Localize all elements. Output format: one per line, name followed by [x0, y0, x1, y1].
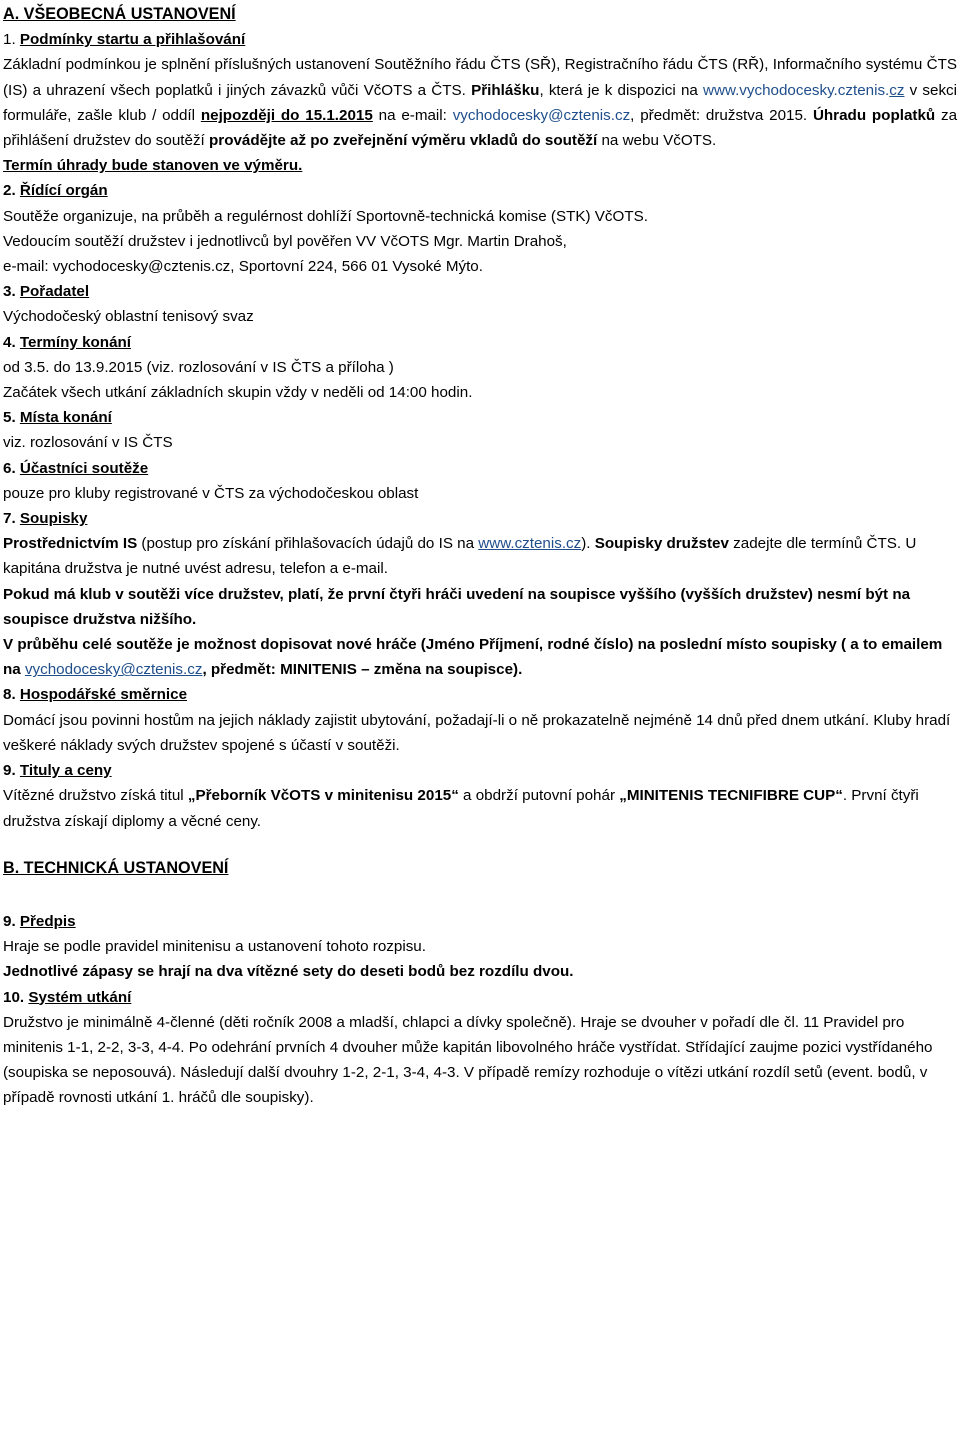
article-1-text: za přihlášení družstev do soutěží: [3, 106, 958, 150]
rosters-label: Soupisky družstev: [594, 535, 729, 553]
payment-term: [3, 153, 957, 178]
article-2-line: Soutěže organizuje, na průběh a regulérnost dohlíží Sportovně-technická komise (STK) VčOTS.: [3, 207, 648, 225]
article-8-body: Domácí jsou povinni hostům na jejich náklady zajistit ubytování, požadají-li o ně prokazatelně nejméně 14 dnů před dnem utkání. Kluby hradí veškeré náklady svých družstev spojené s účastí v soutěži.: [3, 711, 951, 754]
roster-additions-text: V průběhu celé soutěže je možnost dopisovat nové hráče (Jméno Příjmení, rodné číslo) na poslední místo soupisky ( a to emailem na: [3, 636, 943, 679]
article-9-rules-number: 9.: [3, 912, 20, 930]
article-5-title: Místa konání: [19, 409, 112, 427]
website-link[interactable]: www.vychodocesky.cztenis.cz: [703, 81, 905, 99]
article-7-text: ).: [581, 535, 595, 553]
article-8-number: 8.: [3, 686, 20, 704]
article-7-text: (postup pro získání přihlašovacích údajů do IS na: [137, 535, 479, 553]
article-9-titles-heading: [3, 758, 957, 783]
article-5-heading: [3, 405, 957, 430]
article-1-text: , která je k dispozici na: [539, 81, 704, 99]
section-b-heading: [3, 856, 957, 881]
article-1-text: v sekci formuláře, zašle klub / oddíl: [3, 81, 958, 124]
roster-additions: [3, 632, 957, 682]
article-7-title: Soupisky: [19, 510, 88, 528]
section-a-heading: [3, 2, 957, 27]
article-9-titles-number: 9.: [3, 762, 20, 780]
article-1-text: , předmět: družstva 2015.: [630, 106, 813, 124]
article-1-heading: [3, 27, 957, 52]
article-4-title: Termíny konání: [19, 333, 132, 351]
article-2-line: Vedoucím soutěží družstev i jednotlivců byl pověřen VV VčOTS Mgr. Martin Drahoš,: [3, 232, 567, 250]
article-6-line: pouze pro kluby registrované v ČTS za východočeskou oblast: [3, 484, 419, 502]
roster-email-link[interactable]: vychodocesky@cztenis.cz: [24, 661, 203, 679]
payment-label: Úhradu poplatků: [812, 106, 936, 124]
article-1-text: Základní podmínkou je splnění příslušných ustanovení Soutěžního řádu ČTS (SŘ), Registračního řádu ČTS (RŘ), Informačního systému ČTS (IS) a uhrazení všech poplatků i jiných závazků vůči VčOTS a ČTS.: [3, 56, 957, 99]
article-3-number: 3.: [3, 283, 20, 301]
article-2-line: e-mail: vychodocesky@cztenis.cz, Sportovní 224, 566 01 Vysoké Mýto.: [3, 258, 483, 276]
article-9-rules-title: Předpis: [19, 912, 76, 930]
article-8-heading: [3, 682, 957, 707]
article-9-rules-line: Hraje se podle pravidel minitenisu a ustanovení tohoto rozpisu.: [3, 938, 426, 956]
article-6-title: Účastníci soutěže: [19, 459, 149, 477]
champion-title: „Přeborník VčOTS v minitenisu 2015“: [187, 787, 459, 805]
titles-text: a obdrží putovní pohár: [458, 787, 620, 805]
article-1-body: [3, 52, 957, 153]
titles-text: . První čtyři družstva získají diplomy a věcné ceny.: [3, 787, 919, 830]
article-1-text: na e-mail:: [372, 106, 453, 124]
section-a-title: A. VŠEOBECNÁ USTANOVENÍ: [3, 5, 236, 23]
email-link[interactable]: vychodocesky@cztenis.cz: [452, 106, 631, 124]
article-4-heading: [3, 330, 957, 355]
application-label: Přihlášku: [471, 81, 540, 99]
titles-text: Vítězné družstvo získá titul: [3, 787, 188, 805]
roster-rule: Pokud má klub v soutěži více družstev, platí, že první čtyři hráči uvedení na soupisce vyššího (vyšších družstev) nesmí být na soupisce družstva nižšího.: [3, 585, 911, 628]
article-10-body: Družstvo je minimálně 4-členné (děti ročník 2008 a mladší, chlapci a dívky společně). Hraje se dvouher v pořadí dle čl. 11 Pravidel pro minitenis 1-1, 2-2, 3-3, 4-4. Po odehrání prvních 4 dvouher může kapitán libovolného hráče vystřídat. Střídající zaujme pozici vystřídaného (soupiska se neposouvá). Následují další dvouhry 1-2, 2-1, 3-4, 4-3. V případě remízy rozhoduje o vítězi utkání rozdíl setů (event. bodů, v případě rovnosti utkání 1. hráčů dle soupisky).: [3, 1013, 933, 1107]
trophy-name: „MINITENIS TECNIFIBRE CUP“: [619, 787, 843, 805]
article-10-number: 10.: [3, 988, 29, 1006]
roster-additions-text: , předmět: MINITENIS – změna na soupisce).: [202, 661, 523, 679]
article-10-heading: [3, 985, 957, 1010]
article-4-line: od 3.5. do 13.9.2015 (viz. rozlosování v IS ČTS a příloha ): [3, 358, 394, 376]
article-4-number: 4.: [3, 333, 20, 351]
article-9-titles-title: Tituly a ceny: [19, 762, 112, 780]
article-9-rules-bold-line: Jednotlivé zápasy se hrají na dva vítězné sety do deseti bodů bez rozdílu dvou.: [3, 963, 574, 981]
payment-instruction: provádějte až po zveřejnění výměru vkladů do soutěží: [209, 132, 598, 150]
article-7-body: [3, 531, 957, 581]
article-6-heading: [3, 456, 957, 481]
document-page: [0, 2, 960, 1433]
article-2-heading: [3, 178, 957, 203]
is-label: Prostřednictvím IS: [3, 535, 138, 553]
article-3-title: Pořadatel: [19, 283, 90, 301]
article-7-text: zadejte dle termínů ČTS. U kapitána družstva je nutné uvést adresu, telefon a e-mail.: [3, 535, 917, 578]
article-7-number: 7.: [3, 510, 20, 528]
payment-term-text: Termín úhrady bude stanoven ve výměru.: [3, 157, 303, 175]
article-5-line: viz. rozlosování v IS ČTS: [3, 434, 173, 452]
article-1-text: na webu VčOTS.: [597, 132, 717, 150]
cztenis-link[interactable]: www.cztenis.cz: [478, 535, 582, 553]
article-2-title: Řídící orgán: [19, 182, 108, 200]
article-3-line: Východočeský oblastní tenisový svaz: [3, 308, 254, 326]
article-8-title: Hospodářské směrnice: [19, 686, 188, 704]
section-b-title: B. TECHNICKÁ USTANOVENÍ: [3, 858, 229, 877]
article-5-number: 5.: [3, 409, 20, 427]
article-4-line: Začátek všech utkání základních skupin vždy v neděli od 14:00 hodin.: [3, 384, 473, 402]
article-1-title: Podmínky startu a přihlašování: [19, 31, 246, 49]
article-1-number: 1.: [3, 31, 20, 49]
article-7-heading: [3, 506, 957, 531]
deadline: nejpozději do 15.1.2015: [200, 106, 373, 124]
article-10-title: Systém utkání: [28, 988, 132, 1006]
article-9-rules-heading: [3, 909, 957, 934]
article-9-titles-body: [3, 783, 957, 833]
article-3-heading: [3, 279, 957, 304]
article-2-number: 2.: [3, 182, 20, 200]
article-6-number: 6.: [3, 459, 20, 477]
